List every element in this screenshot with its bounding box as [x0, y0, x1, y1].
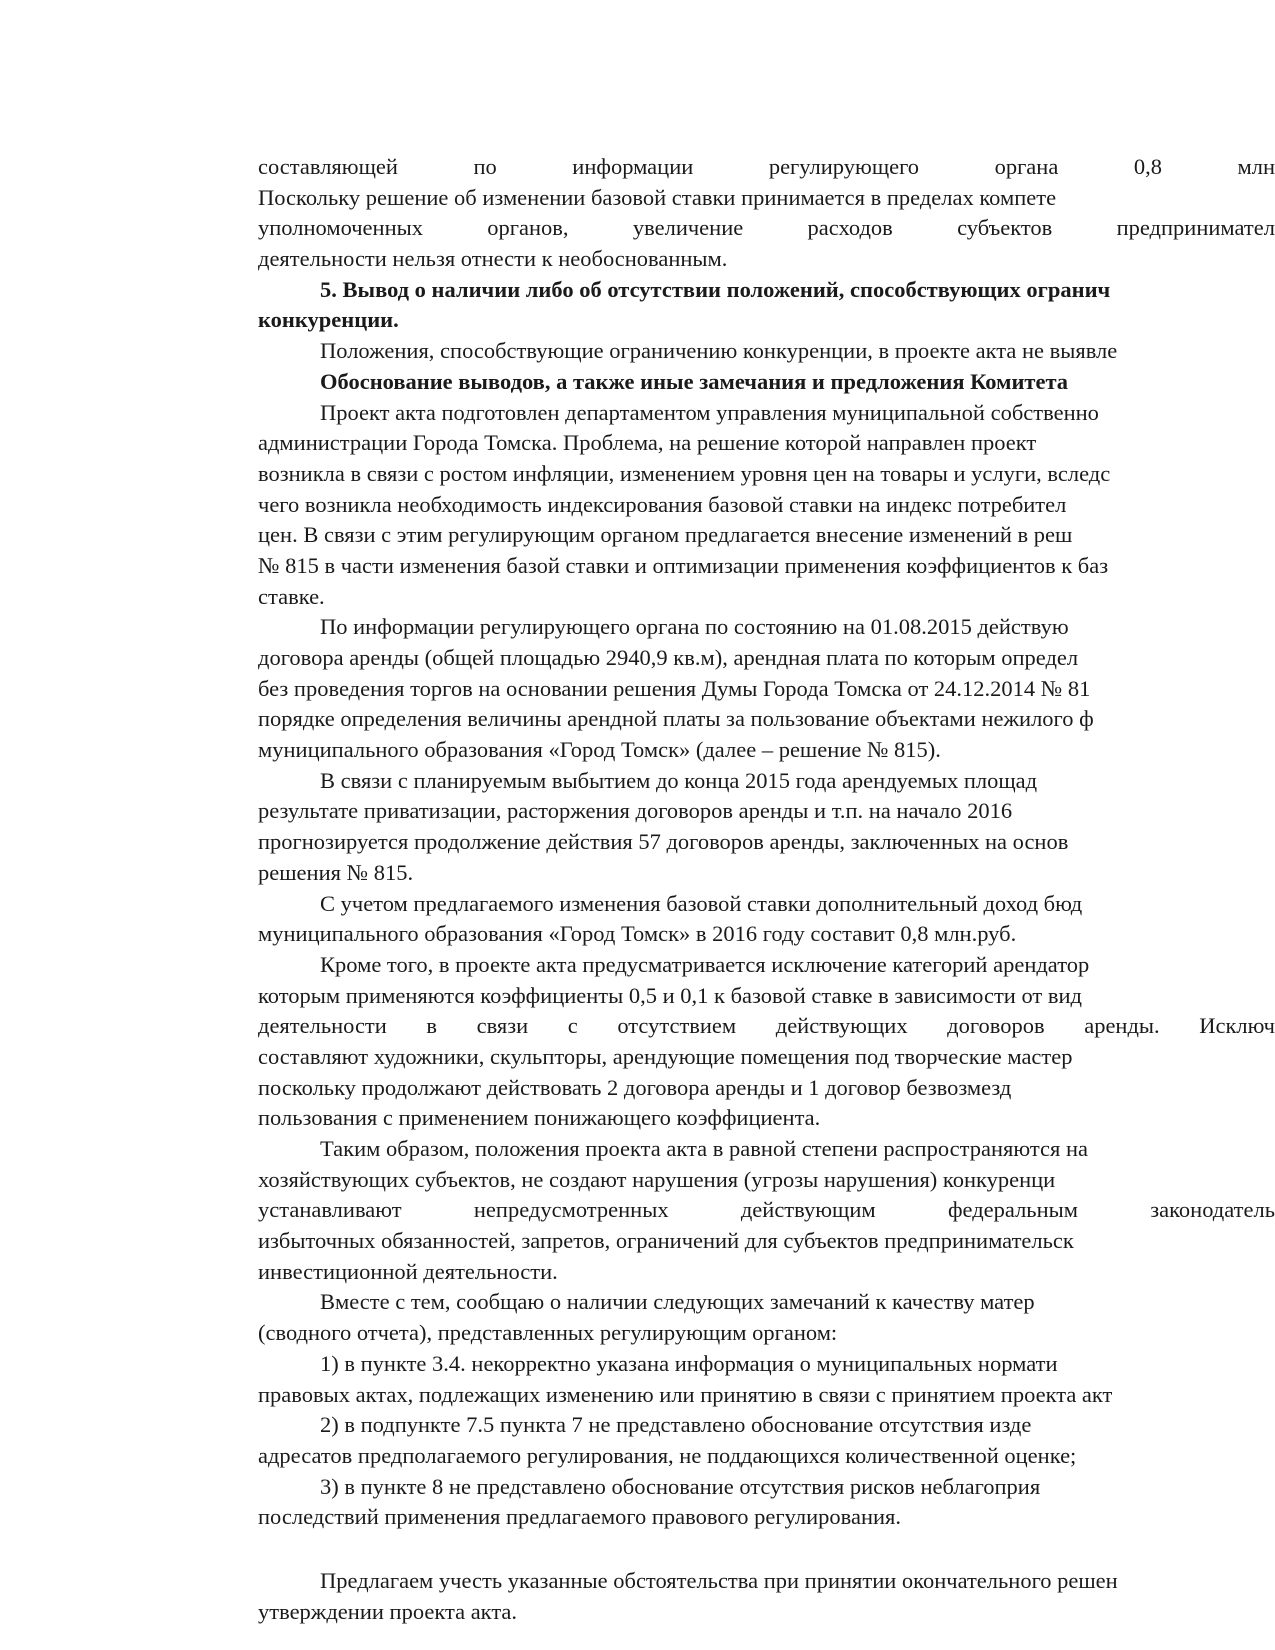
word: млн — [1237, 154, 1275, 179]
text-line: без проведения торгов на основании решения Думы Города Томска от 24.12.2014 № 81 — [258, 675, 1091, 701]
word: законодатель — [1150, 1197, 1275, 1223]
word: действующих — [775, 1013, 908, 1039]
text-line: ставке. — [258, 583, 325, 609]
word: увеличение — [632, 215, 744, 241]
text-line: 3) в пункте 8 не представлено обоснование отсутствия рисков неблагоприя — [320, 1473, 1041, 1499]
word: непредусмотренных — [473, 1197, 669, 1223]
word: в — [426, 1013, 438, 1039]
word: по — [473, 154, 497, 179]
paragraph-gap — [258, 1533, 1275, 1566]
text-line: прогнозируется продолжение действия 57 договоров аренды, заключенных на основ — [258, 829, 1069, 855]
text-line: хозяйствующих субъектов, не создают нарушения (угрозы нарушения) конкуренци — [258, 1166, 1056, 1192]
text-line: В связи с планируемым выбытием до конца 2015 года арендуемых площад — [320, 767, 1038, 793]
text-line: Поскольку решение об изменении базовой ставки принимается в пределах компете — [258, 184, 1057, 210]
word: связи — [476, 1013, 529, 1039]
text-line: инвестиционной деятельности. — [258, 1258, 558, 1284]
text-line: муниципального образования «Город Томск» в 2016 году составит 0,8 млн.руб. — [258, 921, 1017, 947]
word: аренды. — [1084, 1013, 1160, 1039]
text-line — [258, 213, 1275, 244]
text-line: чего возникла необходимость индексирования базовой ставки на индекс потребител — [258, 491, 1067, 517]
word: отсутствием — [617, 1013, 737, 1039]
text-line: 2) в подпункте 7.5 пункта 7 не представлено обоснование отсутствия изде — [320, 1412, 1032, 1438]
text-line: конкуренции. — [258, 307, 399, 333]
word: органов, — [487, 215, 569, 241]
text-line: Вместе с тем, сообщаю о наличии следующих замечаний к качеству матер — [320, 1289, 1035, 1315]
text-line: договора аренды (общей площадью 2940,9 кв.м), арендная плата по которым определ — [258, 645, 1079, 670]
text-line: Проект акта подготовлен департаментом управления муниципальной собственно — [320, 399, 1099, 425]
text-line: Обоснование выводов, а также иные замечания и предложения Комитета — [320, 368, 1069, 394]
text-line — [258, 1011, 1275, 1042]
text-line: муниципального образования «Город Томск» (далее – решение № 815). — [258, 737, 941, 763]
word: действующим — [740, 1197, 876, 1223]
text-line — [258, 152, 1275, 183]
text-line: правовых актах, подлежащих изменению или принятию в связи с принятием проекта акт — [258, 1381, 1113, 1407]
text-line: пользования с применением понижающего коэффициента. — [258, 1105, 821, 1131]
text-line: деятельности нельзя отнести к необоснованным. — [258, 246, 728, 272]
text-line: поскольку продолжают действовать 2 договора аренды и 1 договор безвозмезд — [258, 1074, 1012, 1100]
text-line: 5. Вывод о наличии либо об отсутствии положений, способствующих огранич — [320, 276, 1111, 302]
text-line: избыточных обязанностей, запретов, ограничений для субъектов предпринимательск — [258, 1228, 1074, 1254]
word: с — [567, 1013, 578, 1039]
word: регулирующего — [768, 154, 920, 179]
word: расходов — [807, 215, 893, 241]
word: деятельности — [258, 1013, 387, 1039]
text-line: Предлагаем учесть указанные обстоятельства при принятии окончательного решен — [320, 1567, 1118, 1593]
text-line: администрации Города Томска. Проблема, на решение которой направлен проект — [258, 430, 1037, 456]
text-line: Кроме того, в проекте акта предусматривается исключение категорий арендатор — [320, 951, 1090, 977]
text-line: По информации регулирующего органа по состоянию на 01.08.2015 действую — [320, 614, 1069, 640]
text-line: 1) в пункте 3.4. некорректно указана информация о муниципальных нормати — [320, 1350, 1058, 1376]
document-body — [258, 152, 1275, 1627]
text-line: возникла в связи с ростом инфляции, изменением уровня цен на товары и услуги, вследс — [258, 460, 1111, 486]
text-line: утверждении проекта акта. — [258, 1598, 518, 1624]
word: договоров — [947, 1013, 1045, 1039]
text-line: Положения, способствующие ограничению конкуренции, в проекте акта не выявле — [320, 338, 1118, 364]
text-line: Таким образом, положения проекта акта в равной степени распространяются на — [320, 1136, 1088, 1161]
word: федеральным — [947, 1197, 1078, 1223]
word: информации — [572, 154, 694, 179]
text-line: последствий применения предлагаемого правового регулирования. — [258, 1504, 901, 1530]
text-line: адресатов предполагаемого регулирования, не поддающихся количественной оценке; — [258, 1442, 1077, 1468]
word: устанавливают — [258, 1197, 402, 1223]
word: предпринимател — [1116, 215, 1275, 241]
word: Исключ — [1199, 1013, 1275, 1039]
text-line: № 815 в части изменения базой ставки и оптимизации применения коэффициентов к баз — [258, 552, 1109, 578]
text-line — [258, 1195, 1275, 1226]
text-line: составляют художники, скульпторы, арендующие помещения под творческие мастер — [258, 1043, 1073, 1069]
text-line: порядке определения величины арендной платы за пользование объектами нежилого ф — [258, 706, 1094, 732]
word: органа — [994, 154, 1059, 179]
word: 0,8 — [1133, 154, 1162, 179]
word: субъектов — [957, 215, 1053, 241]
text-line: С учетом предлагаемого изменения базовой ставки дополнительный доход бюд — [320, 890, 1083, 916]
text-line: результате приватизации, расторжения договоров аренды и т.п. на начало 2016 — [258, 798, 1013, 824]
text-line: цен. В связи с этим регулирующим органом предлагается внесение изменений в реш — [258, 522, 1073, 548]
word: составляющей — [258, 154, 398, 179]
text-line: решения № 815. — [258, 859, 414, 885]
text-line: (сводного отчета), представленных регулирующим органом: — [258, 1320, 838, 1346]
text-line: которым применяются коэффициенты 0,5 и 0,1 к базовой ставке в зависимости от вид — [258, 982, 1082, 1008]
word: уполномоченных — [258, 215, 423, 241]
